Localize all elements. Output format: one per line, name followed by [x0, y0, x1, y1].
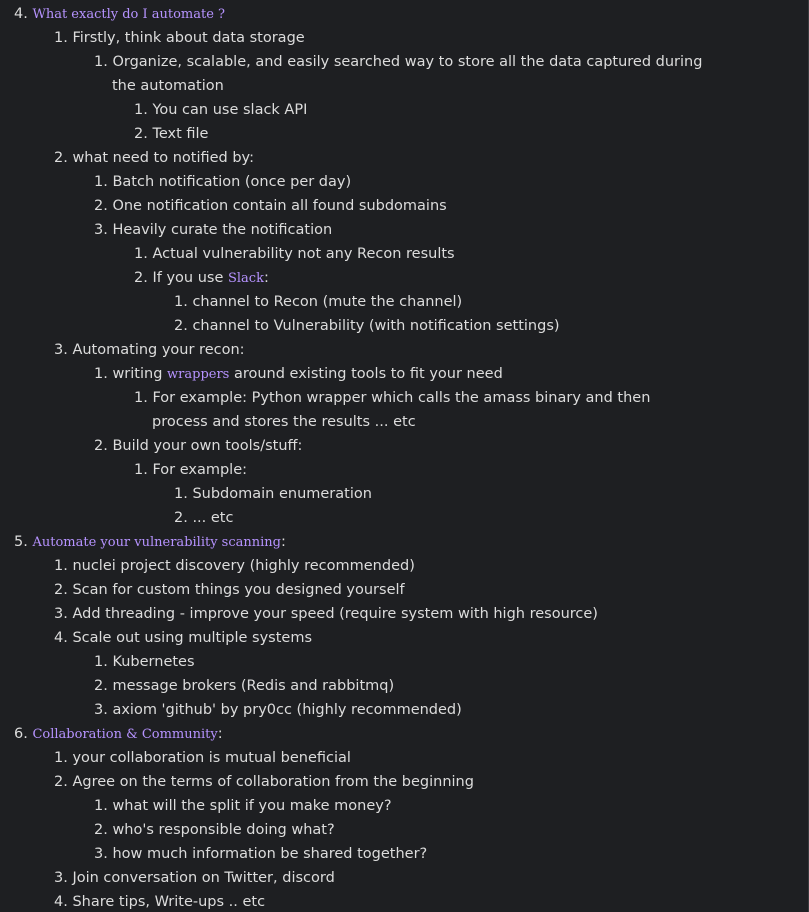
item-text: message brokers (Redis and rabbitmq)	[112, 678, 395, 694]
list-number: 2.	[134, 270, 153, 286]
item-text: Kubernetes	[112, 654, 195, 670]
item-text: who's responsible doing what?	[112, 822, 335, 838]
list-item	[94, 650, 195, 674]
list-item	[54, 626, 312, 650]
list-number: 1.	[94, 174, 113, 190]
item-text: your collaboration is mutual beneficial	[72, 750, 351, 766]
list-number: 2.	[54, 582, 73, 598]
list-number: 1.	[94, 366, 113, 382]
list-item	[174, 290, 462, 314]
list-item	[94, 794, 392, 818]
item-text: Subdomain enumeration	[192, 486, 372, 502]
list-item	[54, 26, 305, 50]
list-item	[134, 458, 247, 482]
item-text: channel to Recon (mute the channel)	[192, 294, 463, 310]
list-number: 1.	[134, 390, 153, 406]
list-number: 6.	[14, 726, 33, 742]
list-item	[54, 338, 245, 362]
list-number: 2.	[174, 318, 193, 334]
list-number: 1.	[94, 654, 113, 670]
highlighted-text: Slack	[227, 271, 264, 286]
list-number: 4.	[14, 6, 33, 22]
list-number: 1.	[174, 294, 193, 310]
list-number: 3.	[94, 702, 113, 718]
item-text: writing	[112, 366, 168, 382]
item-text: For example: Python wrapper which calls the amass binary and then	[152, 390, 651, 406]
item-text: what need to notified by:	[72, 150, 254, 166]
highlighted-text: Automate your vulnerability scanning	[32, 535, 281, 550]
list-number: 1.	[94, 798, 113, 814]
list-number: 3.	[94, 846, 113, 862]
item-text: Scale out using multiple systems	[72, 630, 313, 646]
list-number: 3.	[54, 606, 73, 622]
item-text: what will the split if you make money?	[112, 798, 392, 814]
list-item	[94, 434, 302, 458]
highlighted-text: wrappers	[167, 367, 230, 382]
list-number: 2.	[94, 198, 113, 214]
list-item	[94, 674, 394, 698]
list-item	[94, 842, 427, 866]
list-item	[134, 98, 307, 122]
item-text: channel to Vulnerability (with notification settings)	[192, 318, 560, 334]
list-number: 1.	[134, 102, 153, 118]
item-text: Firstly, think about data storage	[72, 30, 305, 46]
item-text: :	[280, 534, 286, 550]
list-item	[54, 578, 405, 602]
item-text: Join conversation on Twitter, discord	[72, 870, 335, 886]
list-number: 1.	[54, 558, 73, 574]
list-number: 2.	[54, 150, 73, 166]
section-heading	[14, 530, 286, 554]
list-number: 4.	[54, 894, 73, 910]
list-item	[134, 386, 650, 410]
list-number: 1.	[134, 246, 153, 262]
list-item	[134, 242, 455, 266]
list-number: 4.	[54, 630, 73, 646]
list-number: 1.	[94, 54, 113, 70]
item-text: Text file	[152, 126, 209, 142]
item-text: Agree on the terms of collaboration from the beginning	[72, 774, 474, 790]
list-item	[94, 50, 702, 74]
list-number: 1.	[54, 750, 73, 766]
list-item	[54, 770, 474, 794]
item-text: Organize, scalable, and easily searched way to store all the data captured during	[112, 54, 703, 70]
item-text: axiom 'github' by pry0cc (highly recommended)	[112, 702, 462, 718]
item-text: For example:	[152, 462, 248, 478]
item-text: You can use slack API	[152, 102, 308, 118]
section-heading	[14, 722, 223, 746]
list-item	[94, 818, 335, 842]
list-number: 3.	[94, 222, 113, 238]
list-item	[94, 194, 447, 218]
item-text: One notification contain all found subdomains	[112, 198, 447, 214]
list-item	[152, 410, 416, 434]
list-number: 2.	[174, 510, 193, 526]
item-text: around existing tools to fit your need	[229, 366, 503, 382]
list-item	[174, 482, 372, 506]
list-item	[174, 314, 560, 338]
item-text: Build your own tools/stuff:	[112, 438, 303, 454]
section-heading	[14, 2, 225, 26]
item-text: Actual vulnerability not any Recon results	[152, 246, 455, 262]
item-text: how much information be shared together?	[112, 846, 428, 862]
list-item	[94, 362, 503, 386]
list-item	[54, 746, 351, 770]
item-text: Batch notification (once per day)	[112, 174, 352, 190]
item-text: Share tips, Write-ups .. etc	[72, 894, 266, 910]
list-number: 2.	[94, 678, 113, 694]
list-number: 1.	[54, 30, 73, 46]
list-number: 1.	[174, 486, 193, 502]
list-number: 3.	[54, 870, 73, 886]
list-number: 2.	[94, 438, 113, 454]
list-item	[54, 146, 254, 170]
item-text: process and stores the results ... etc	[152, 414, 416, 430]
list-number: 2.	[54, 774, 73, 790]
item-text: Add threading - improve your speed (require system with high resource)	[72, 606, 598, 622]
item-text: Scan for custom things you designed yourself	[72, 582, 405, 598]
list-item	[94, 698, 462, 722]
list-item	[94, 170, 351, 194]
list-item	[112, 74, 224, 98]
list-item	[134, 266, 269, 290]
item-text: the automation	[112, 78, 224, 94]
list-item	[174, 506, 233, 530]
list-number: 3.	[54, 342, 73, 358]
list-item	[134, 122, 208, 146]
item-text: ... etc	[192, 510, 234, 526]
list-number: 1.	[134, 462, 153, 478]
list-item	[54, 866, 335, 890]
highlighted-text: What exactly do I automate ?	[32, 7, 226, 22]
list-item	[54, 890, 265, 912]
item-text: If you use	[152, 270, 228, 286]
list-number: 2.	[94, 822, 113, 838]
list-item	[94, 218, 332, 242]
list-item	[54, 602, 598, 626]
item-text: :	[263, 270, 269, 286]
list-number: 5.	[14, 534, 33, 550]
item-text: :	[217, 726, 223, 742]
item-text: Heavily curate the notification	[112, 222, 333, 238]
item-text: nuclei project discovery (highly recommended)	[72, 558, 415, 574]
list-item	[54, 554, 415, 578]
list-number: 2.	[134, 126, 153, 142]
highlighted-text: Collaboration & Community	[32, 727, 218, 742]
item-text: Automating your recon:	[72, 342, 245, 358]
